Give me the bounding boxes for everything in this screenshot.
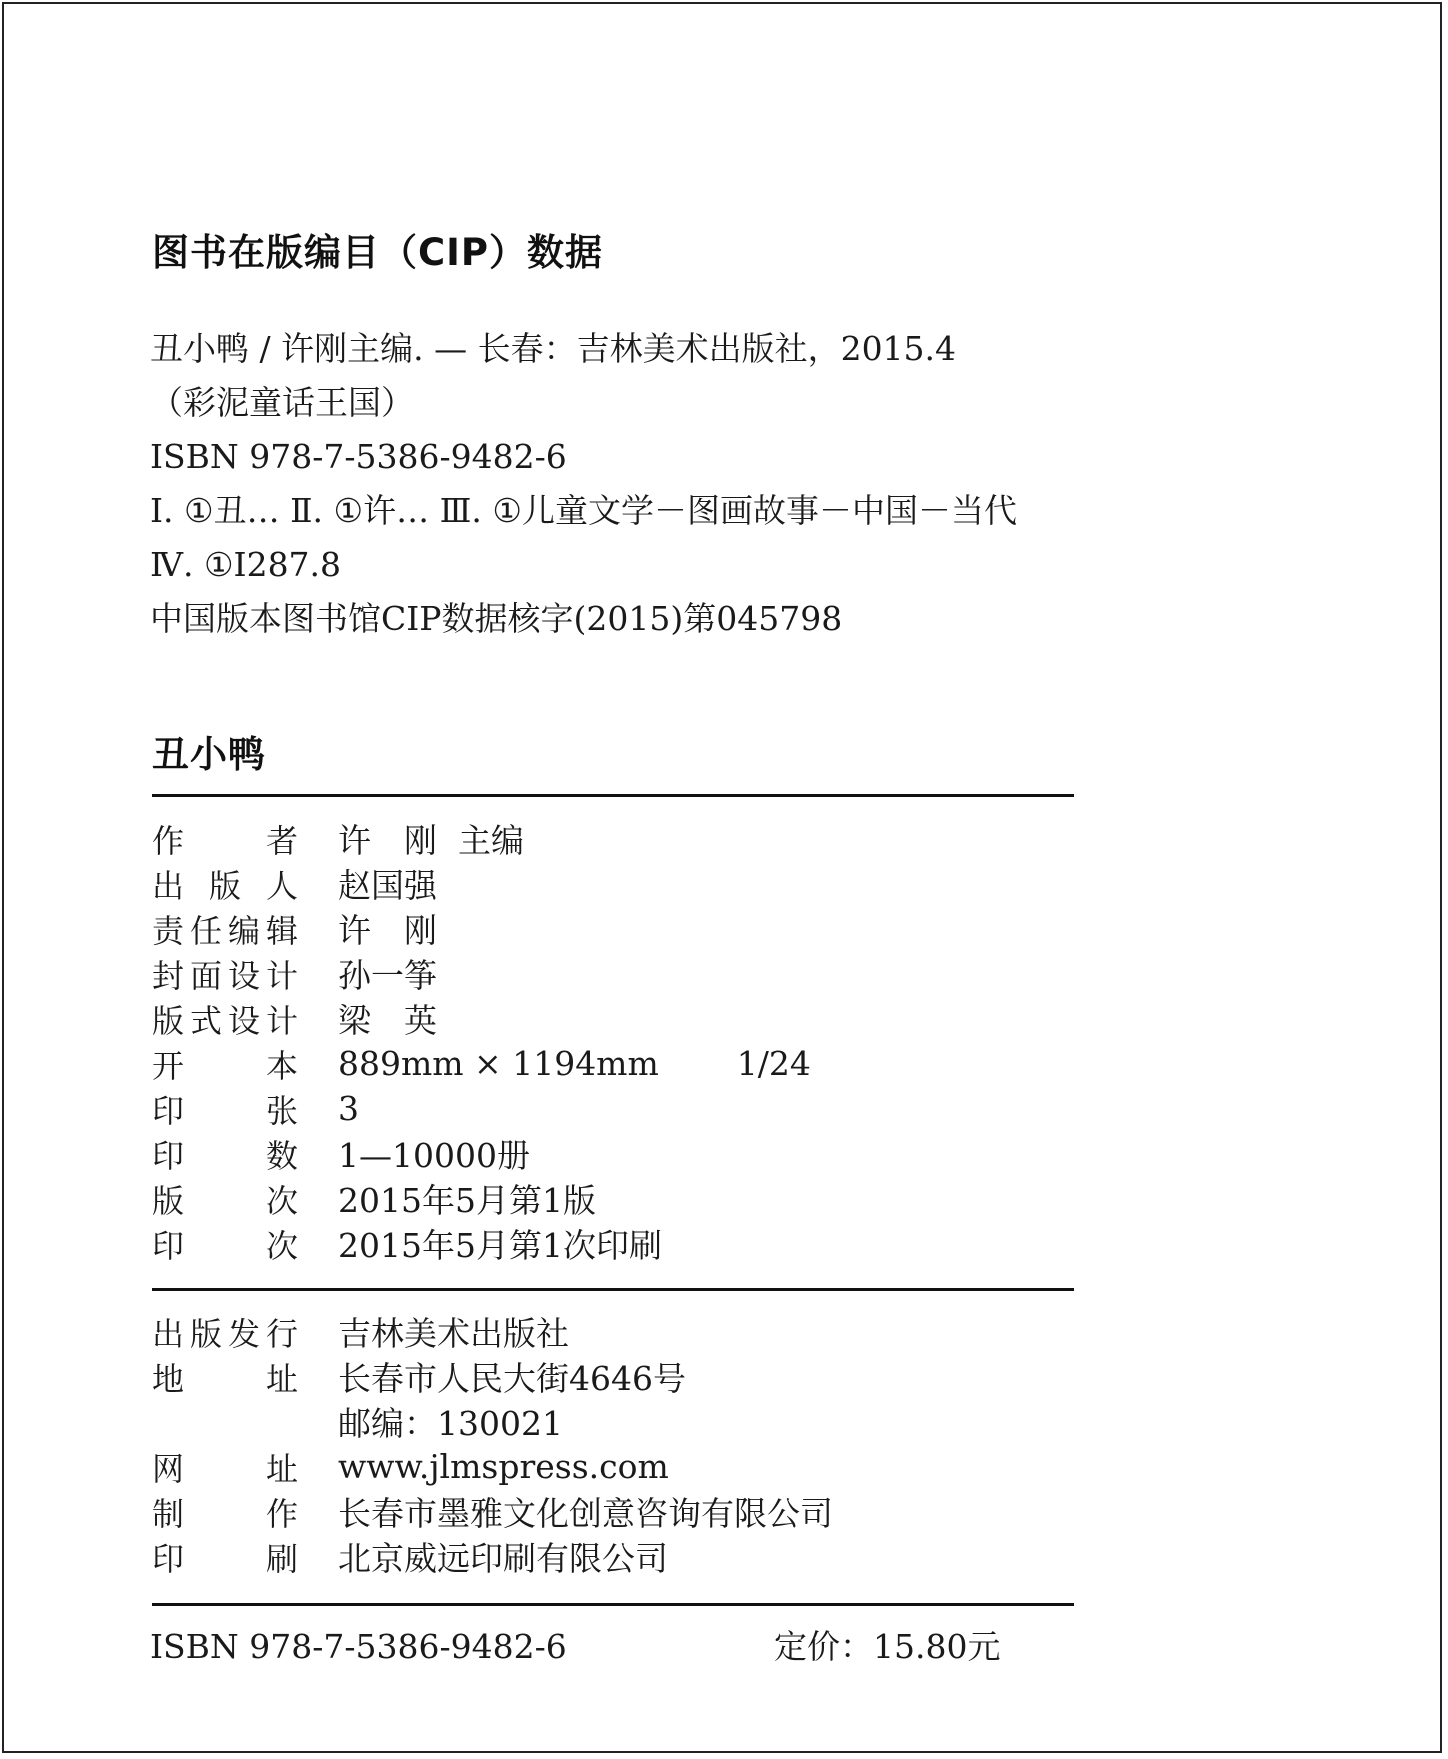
publisher-row-postcode — [152, 1399, 1074, 1444]
publisher-row-distributor — [152, 1309, 1074, 1354]
credit-label: 出 版 人 — [152, 866, 298, 905]
credit-row-layout-design — [152, 996, 1074, 1041]
publisher-value: 邮编：130021 — [338, 1404, 563, 1443]
publisher-label: 出 版 发 行 — [152, 1314, 298, 1353]
cip-heading: 图书在版编目（CIP）数据 — [152, 231, 604, 274]
publisher-value: 北京威远印刷有限公司 — [338, 1539, 668, 1578]
credit-row-editor — [152, 906, 1074, 951]
publisher-label: 网 址 — [152, 1449, 298, 1488]
cip-line-series: （彩泥童话王国） — [150, 383, 414, 422]
credit-value: 2015年5月第1次印刷 — [338, 1226, 662, 1265]
credit-value: 赵国强 — [338, 866, 437, 905]
credits-block — [152, 816, 1074, 1266]
publisher-block — [152, 1309, 1074, 1579]
credit-row-publisher — [152, 861, 1074, 906]
cip-data-block — [150, 322, 1017, 646]
credit-value: 孙一筝 — [338, 956, 437, 995]
footer-price: 定价：15.80元 — [774, 1627, 1001, 1666]
footer-isbn: ISBN 978-7-5386-9482-6 — [150, 1627, 567, 1666]
cip-line-subjects: Ⅰ. ①丑… Ⅱ. ①许… Ⅲ. ①儿童文学－图画故事－中国－当代 — [150, 491, 1017, 530]
publisher-label: 制 作 — [152, 1494, 298, 1533]
publisher-value: 长春市墨雅文化创意咨询有限公司 — [338, 1494, 833, 1533]
credit-value: 1—10000册 — [338, 1136, 530, 1175]
divider-top — [152, 794, 1074, 797]
credit-row-print-run — [152, 1131, 1074, 1176]
cip-line-classification: Ⅳ. ①I287.8 — [150, 545, 342, 584]
credit-label: 版 式 设 计 — [152, 1001, 298, 1040]
credit-value: 许 刚 主编 — [338, 821, 524, 860]
footer — [150, 1622, 1080, 1672]
cip-line-isbn: ISBN 978-7-5386-9482-6 — [150, 437, 567, 476]
credit-row-edition — [152, 1176, 1074, 1221]
credit-row-format — [152, 1041, 1074, 1086]
publisher-row-production — [152, 1489, 1074, 1534]
divider-middle — [152, 1288, 1074, 1291]
credit-label: 印 次 — [152, 1226, 298, 1265]
cip-line-record-number: 中国版本图书馆CIP数据核字(2015)第045798 — [150, 599, 843, 638]
publisher-label: 地 址 — [152, 1359, 298, 1398]
credit-label: 责 任 编 辑 — [152, 911, 298, 950]
publisher-value: 长春市人民大街4646号 — [338, 1359, 686, 1398]
credit-row-sheets — [152, 1086, 1074, 1131]
credit-value: 许 刚 — [338, 911, 437, 950]
publisher-label: 印 刷 — [152, 1539, 298, 1578]
credit-label: 封 面 设 计 — [152, 956, 298, 995]
divider-bottom — [152, 1603, 1074, 1606]
credit-row-cover-design — [152, 951, 1074, 996]
credit-row-printing — [152, 1221, 1074, 1266]
credit-format-fraction: 1/24 — [736, 1044, 811, 1083]
publisher-row-printer — [152, 1534, 1074, 1579]
credit-label: 印 数 — [152, 1136, 298, 1175]
credit-label: 开 本 — [152, 1046, 298, 1085]
credit-row-author — [152, 816, 1074, 861]
publisher-website-link[interactable]: www.jlmspress.com — [338, 1447, 669, 1486]
credit-value: 889mm × 1194mm — [338, 1044, 659, 1083]
credit-label: 作 者 — [152, 821, 298, 860]
publisher-row-address — [152, 1354, 1074, 1399]
cip-line-title: 丑小鸭 / 许刚主编. — 长春：吉林美术出版社，2015.4 — [150, 329, 957, 368]
book-title: 丑小鸭 — [152, 733, 266, 776]
credit-label: 版 次 — [152, 1181, 298, 1220]
credit-value: 梁 英 — [338, 1001, 437, 1040]
publisher-value: 吉林美术出版社 — [338, 1314, 569, 1353]
credit-value: 3 — [338, 1089, 359, 1128]
credit-value: 2015年5月第1版 — [338, 1181, 596, 1220]
credit-label: 印 张 — [152, 1091, 298, 1130]
publisher-row-website — [152, 1444, 1074, 1489]
